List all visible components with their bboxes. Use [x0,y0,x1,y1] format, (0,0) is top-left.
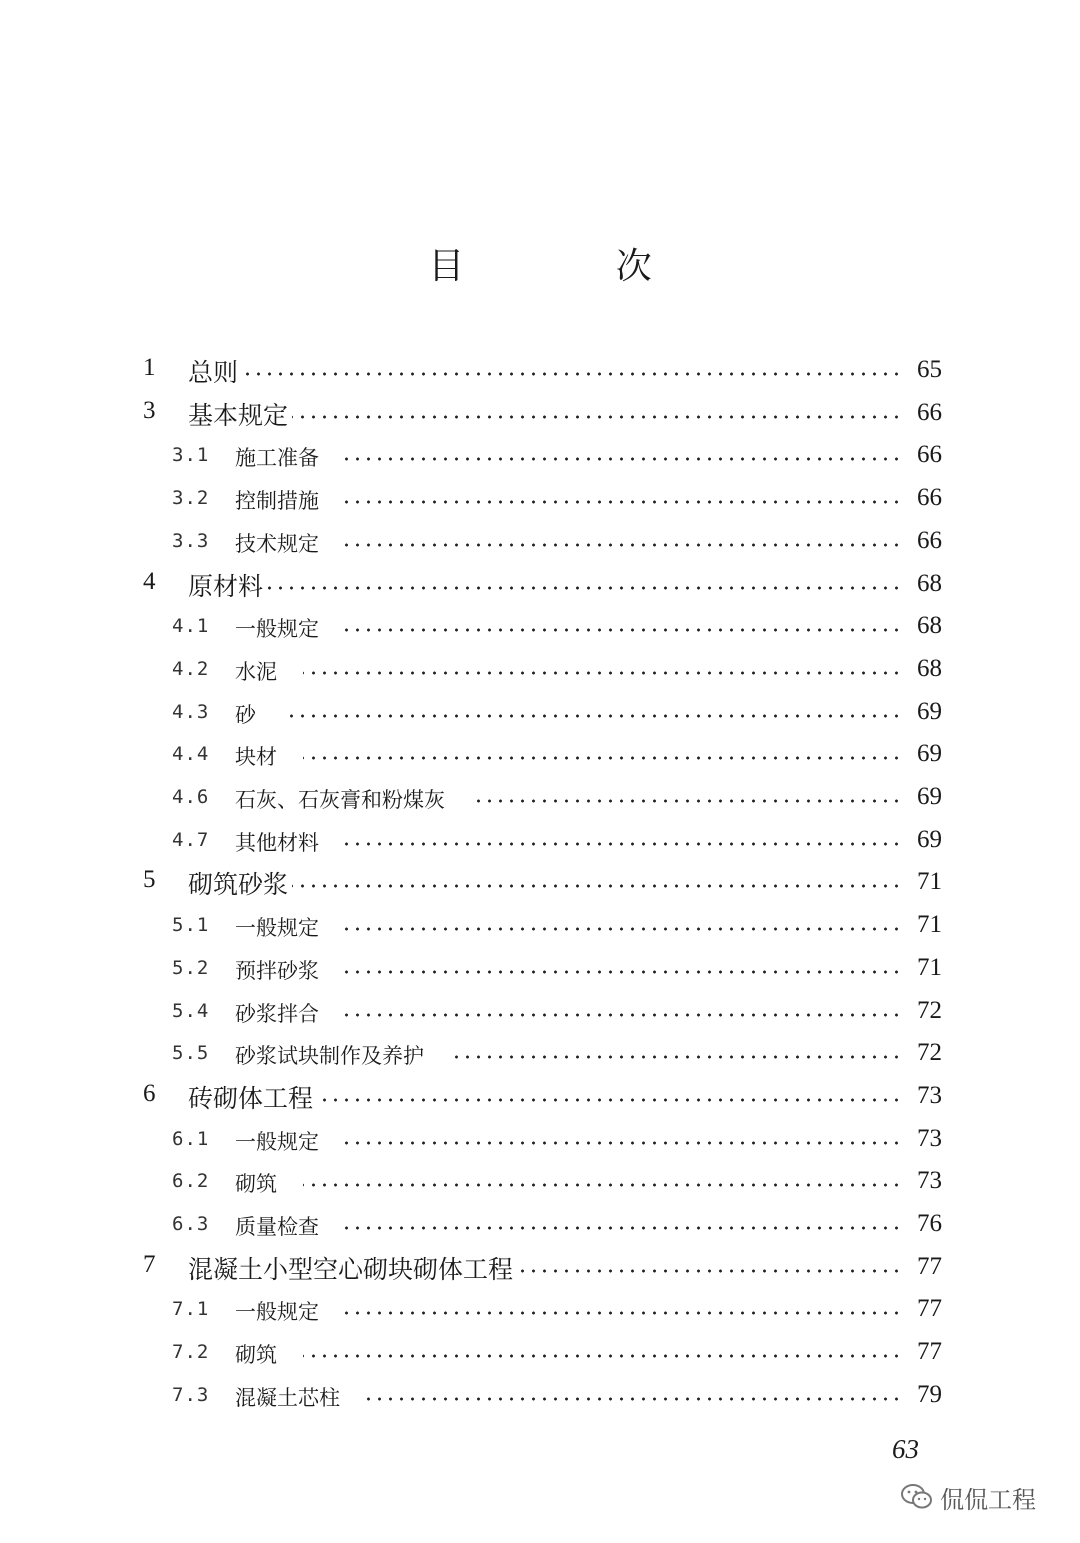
toc-section-row [0,1375,1080,1415]
toc-page-number: 71 [917,868,942,896]
toc-number: 6.1 [172,1127,210,1150]
page-title: 目 次 [428,246,722,287]
watermark [900,1480,1036,1514]
toc-page-number: 66 [917,484,942,512]
toc-page-number: 66 [917,441,942,469]
toc-page-number: 66 [917,398,942,426]
toc-number: 4.4 [172,743,210,766]
wechat-icon [900,1482,934,1512]
toc-leader-dots [471,799,902,803]
toc-page-number: 68 [917,654,942,682]
toc-leader-dots [303,756,902,760]
toc-page-number: 68 [917,612,942,640]
toc-leader-dots [345,1311,902,1315]
toc-title: 混凝土小型空心砌块砌体工程 [188,1254,514,1284]
toc-number: 1 [143,354,156,381]
toc-section-row [0,435,1080,475]
toc-leader-dots [345,1226,902,1230]
toc-section-row [0,905,1080,945]
toc-leader-dots [242,372,902,376]
toc-leader-dots [303,1354,902,1358]
toc-chapter-row [0,564,1080,604]
toc-section-row [0,1289,1080,1329]
toc-title: 其他材料 [235,830,319,855]
toc-chapter-row [0,350,1080,390]
toc-title: 混凝土芯柱 [235,1385,340,1410]
watermark-text: 侃侃工程 [940,1485,1036,1514]
toc-title: 砌筑 [235,1343,277,1368]
toc-number: 3.1 [172,444,210,467]
toc-number: 4.1 [172,615,210,638]
toc-number: 4.7 [172,828,210,851]
toc-section-row [0,1204,1080,1244]
toc-leader-dots [345,1013,902,1017]
toc-title: 砂浆拌合 [235,1001,319,1026]
toc-title: 砂 [235,702,256,727]
toc-number: 4.6 [172,786,210,808]
toc-page-number: 72 [917,1039,942,1067]
toc-page-number: 73 [917,1081,942,1109]
toc-page-number: 73 [917,1124,942,1152]
toc-section-row [0,606,1080,646]
toc-number: 4 [143,567,156,595]
toc-title: 控制措施 [235,489,319,514]
toc-number: 4.3 [172,700,210,723]
toc-number: 3 [143,396,156,424]
toc-title: 预拌砂浆 [235,958,319,983]
toc-leader-dots [317,1098,902,1102]
toc-leader-dots [345,628,902,632]
toc-leader-dots [345,970,902,974]
toc-leader-dots [345,842,902,846]
toc-title: 水泥 [235,659,277,684]
toc-leader-dots [450,1055,902,1059]
toc-page-number: 71 [917,911,942,939]
toc-leader-dots [345,500,902,504]
toc-leader-dots [366,1397,902,1401]
toc-section-row [0,1161,1080,1201]
toc-section-row [0,1119,1080,1159]
toc-page-number: 77 [917,1252,942,1280]
toc-section-row [0,1033,1080,1073]
toc-title: 基本规定 [188,400,289,430]
toc-number: 6.2 [172,1170,210,1193]
toc-page-number: 77 [917,1338,942,1366]
toc-page-number: 65 [917,356,942,383]
toc-page-number: 68 [917,569,942,597]
toc-number: 7.2 [172,1341,210,1364]
toc-page-number: 69 [917,783,942,810]
toc-number: 5.2 [172,956,210,979]
toc-leader-dots [345,1141,902,1145]
toc-title: 砖砌体工程 [188,1083,314,1113]
toc-number: 5.4 [172,999,210,1022]
toc-leader-dots [517,1269,902,1273]
toc-title: 施工准备 [235,446,319,471]
toc-page-number: 72 [917,996,942,1024]
toc-number: 7.1 [172,1298,210,1321]
toc-title: 石灰、石灰膏和粉煤灰 [235,788,445,812]
toc-leader-dots [292,415,902,419]
toc-page-number: 77 [917,1295,942,1323]
toc-page-number: 76 [917,1210,942,1237]
toc-page-number: 71 [917,953,942,981]
toc-chapter-row [0,1247,1080,1287]
toc-section-row [0,820,1080,860]
toc-page-number: 79 [917,1380,942,1408]
toc-title: 原材料 [188,571,264,601]
toc-page-number: 73 [917,1167,942,1195]
toc-number: 6.3 [172,1213,210,1235]
toc-title: 质量检查 [235,1215,319,1239]
toc-number: 5 [143,866,156,894]
toc-title: 砌筑 [235,1172,277,1197]
toc-title: 技术规定 [235,531,319,556]
toc-number: 5.5 [172,1042,210,1065]
toc-number: 4.2 [172,657,210,680]
toc-section-row [0,478,1080,518]
toc-title: 一般规定 [235,916,319,941]
toc-leader-dots [345,927,902,931]
toc-section-row [0,948,1080,988]
toc-title: 总则 [188,358,239,387]
toc-number: 5.1 [172,914,210,937]
toc-title: 一般规定 [235,1300,319,1325]
toc-section-row [0,521,1080,561]
toc-leader-dots [303,671,902,675]
toc-number: 3.2 [172,487,210,510]
toc-page-number: 69 [917,825,942,853]
toc-chapter-row [0,1076,1080,1116]
toc-leader-dots [292,884,902,888]
toc-section-row [0,991,1080,1031]
toc-section-row [0,734,1080,774]
toc-section-row [0,777,1080,817]
toc-leader-dots [267,586,902,590]
toc-title: 块材 [235,745,277,770]
toc-leader-dots [303,1183,902,1187]
toc-section-row [0,649,1080,689]
page-number: 63 [892,1434,919,1464]
toc-title: 砂浆试块制作及养护 [235,1044,424,1069]
toc-number: 7.3 [172,1383,210,1406]
toc-title: 砌筑砂浆 [188,870,289,900]
toc-page-number: 69 [917,740,942,768]
toc-page-number: 66 [917,526,942,554]
toc-chapter-row [0,862,1080,902]
toc-title: 一般规定 [235,1129,319,1154]
toc-number: 7 [143,1250,156,1278]
toc-leader-dots [345,457,902,461]
toc-section-row [0,692,1080,732]
toc-leader-dots [282,714,902,718]
toc-leader-dots [345,543,902,547]
toc-title: 一般规定 [235,617,319,642]
toc-number: 6 [143,1079,156,1107]
toc-section-row [0,1332,1080,1372]
toc-page-number: 69 [917,697,942,725]
toc-chapter-row [0,393,1080,433]
toc-number: 3.3 [172,529,210,552]
